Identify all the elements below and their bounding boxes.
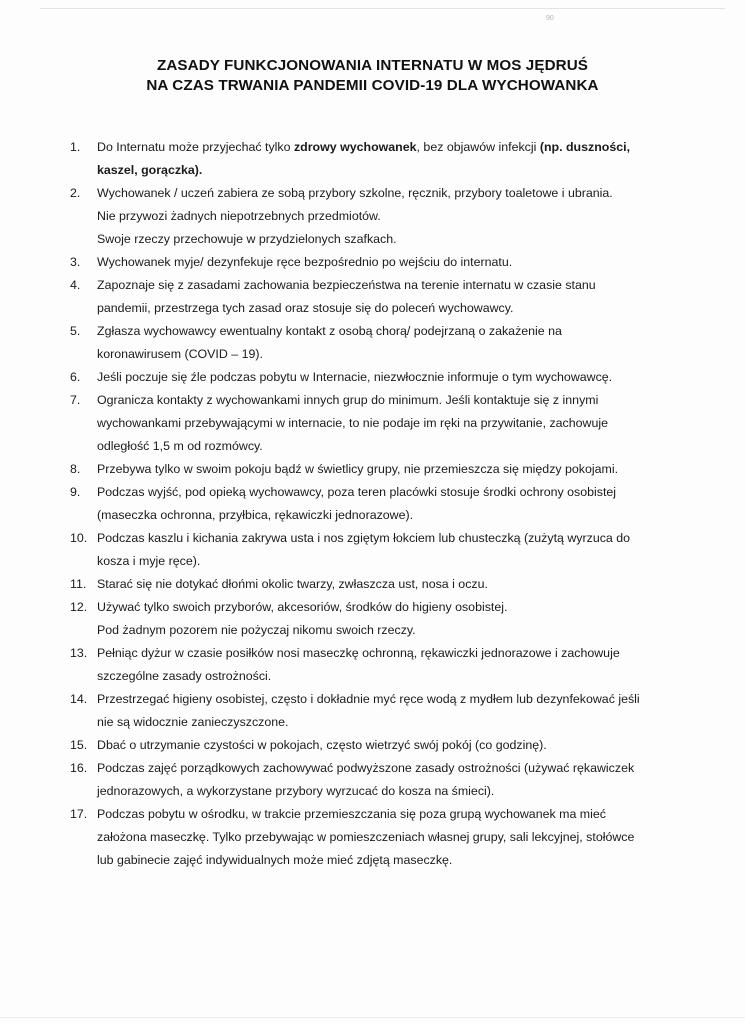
rule-text-line: Przestrzegać higieny osobistej, często i dokładnie myć ręce wodą z mydłem lub dezynfekować jeśli [97,692,640,706]
rule-text-line: Podczas pobytu w ośrodku, w trakcie przemieszczania się poza grupą wychowanek ma mieć [97,807,606,821]
rule-number: 13. [70,646,88,660]
rule-text-line: kosza i myje ręce). [97,554,201,568]
rule-text-line: Używać tylko swoich przyborów, akcesoriów, środków do higieny osobistej. [97,600,508,614]
rule-text-line: Podczas zajęć porządkowych zachowywać podwyższone zasady ostrożności (używać rękawiczek [97,761,635,775]
rule-item [70,642,710,688]
rule-text-line: Zapoznaje się z zasadami zachowania bezpieczeństwa na terenie internatu w czasie stanu [97,278,596,292]
rule-number: 4. [70,278,81,292]
rule-text-line: odległość 1,5 m od rozmówcy. [97,439,263,453]
rule-number: 16. [70,761,88,775]
rule-text-line: Dbać o utrzymanie czystości w pokojach, często wietrzyć swój pokój (co godzinę). [97,738,547,752]
rule-text-line: wychowankami przebywającymi w internacie, to nie podaje im ręki na przywitanie, zachowuje [97,416,608,430]
rule-text-line: Pełniąc dyżur w czasie posiłków nosi maseczkę ochronną, rękawiczki jednorazowe i zachowuje [97,646,620,660]
rule-text-line: szczególne zasady ostrożności. [97,669,272,683]
rule-number: 8. [70,462,81,476]
page-mark: 90 [546,15,554,22]
rule-text-line: założona maseczkę. Tylko przebywając w pomieszczeniach własnej grupy, sali lekcyjnej, stołówce [97,830,635,844]
rule-item [70,366,710,389]
document-title [0,56,745,96]
rule-number: 11. [70,577,87,591]
rule-text-line: Pod żadnym pozorem nie pożyczaj nikomu swoich rzeczy. [97,623,416,637]
rule-text-bold: zdrowy wychowanek [293,140,417,154]
rule-item [70,596,710,642]
rule-text-bold: (np. duszności, [539,140,631,154]
rule-text-line: pandemii, przestrzega tych zasad oraz stosuje się do poleceń wychowawcy. [97,301,514,315]
rule-item [70,757,710,803]
rule-item [70,458,710,481]
rule-item [70,527,710,573]
rule-text-segment: Do Internatu może przyjechać tylko [97,140,294,154]
rule-number: 1. [70,140,81,154]
rule-item [70,803,710,872]
rule-text-line: Jeśli poczuje się źle podczas pobytu w Internacie, niezwłocznie informuje o tym wychowawcę. [97,370,613,384]
rule-text-line: Zgłasza wychowawcy ewentualny kontakt z osobą chorą/ podejrzaną o zakażenie na [97,324,562,338]
rule-number: 10. [70,531,88,545]
rule-item [70,688,710,734]
rule-item [70,734,710,757]
rule-text-bold: kaszel, gorączka). [97,163,203,177]
scan-top-edge [40,8,725,9]
rule-item [70,320,710,366]
rule-text-line: Podczas kaszlu i kichania zakrywa usta i nos zgiętym łokciem lub chusteczką (zużytą wyrzuca do [97,531,631,545]
rule-number: 12. [70,600,88,614]
rule-number: 15. [70,738,88,752]
rule-text-line: Ogranicza kontakty z wychowankami innych grup do minimum. Jeśli kontaktuje się z innymi [97,393,599,407]
rule-number: 5. [70,324,81,338]
rule-text-line: lub gabinecie zajęć indywidualnych może mieć zdjętą maseczkę. [97,853,453,867]
rule-number: 7. [70,393,81,407]
rule-number: 14. [70,692,88,706]
rule-text-line: Wychowanek myje/ dezynfekuje ręce bezpośrednio po wejściu do internatu. [97,255,513,269]
rule-text-line: Starać się nie dotykać dłońmi okolic twarzy, zwłaszcza ust, nosa i oczu. [97,577,488,591]
rule-text-line: Podczas wyjść, pod opieką wychowawcy, poza teren placówki stosuje środki ochrony osobistej [97,485,617,499]
rule-text-line: Przebywa tylko w swoim pokoju bądź w świetlicy grupy, nie przemieszcza się między pokojami. [97,462,619,476]
rule-text-line: koronawirusem (COVID – 19). [97,347,263,361]
rule-text-line: (maseczka ochronna, przyłbica, rękawiczki jednorazowe). [97,508,414,522]
rule-text-line: Wychowanek / uczeń zabiera ze sobą przybory szkolne, ręcznik, przybory toaletowe i ubrania. [97,186,613,200]
rule-item [70,136,710,182]
rule-number: 2. [70,186,81,200]
rule-number: 3. [70,255,81,269]
rule-text-segment: , bez objawów infekcji [416,140,540,154]
rule-item [70,251,710,274]
rules-list [70,136,710,872]
rule-item [70,481,710,527]
rule-item [70,573,710,596]
rule-text-line: nie są widocznie zanieczyszczone. [97,715,289,729]
rule-number: 9. [70,485,81,499]
rule-text-line: Nie przywozi żadnych niepotrzebnych przedmiotów. [97,209,381,223]
rule-number: 6. [70,370,81,384]
rule-item [70,389,710,458]
title-line-1: ZASADY FUNKCJONOWANIA INTERNATU W MOS JĘDRUŚ [156,57,589,74]
rule-item [70,274,710,320]
rule-number: 17. [70,807,88,821]
rule-item [70,182,710,251]
rule-text-line [97,136,710,159]
title-line-2: NA CZAS TRWANIA PANDEMII COVID-19 DLA WYCHOWANKA [146,77,599,94]
rule-text-line: Swoje rzeczy przechowuje w przydzielonych szafkach. [97,232,397,246]
rule-text-line [97,159,710,182]
rule-text-line: jednorazowych, a wykorzystane przybory wyrzucać do kosza na śmieci). [97,784,495,798]
scan-bottom-edge [0,1017,745,1018]
